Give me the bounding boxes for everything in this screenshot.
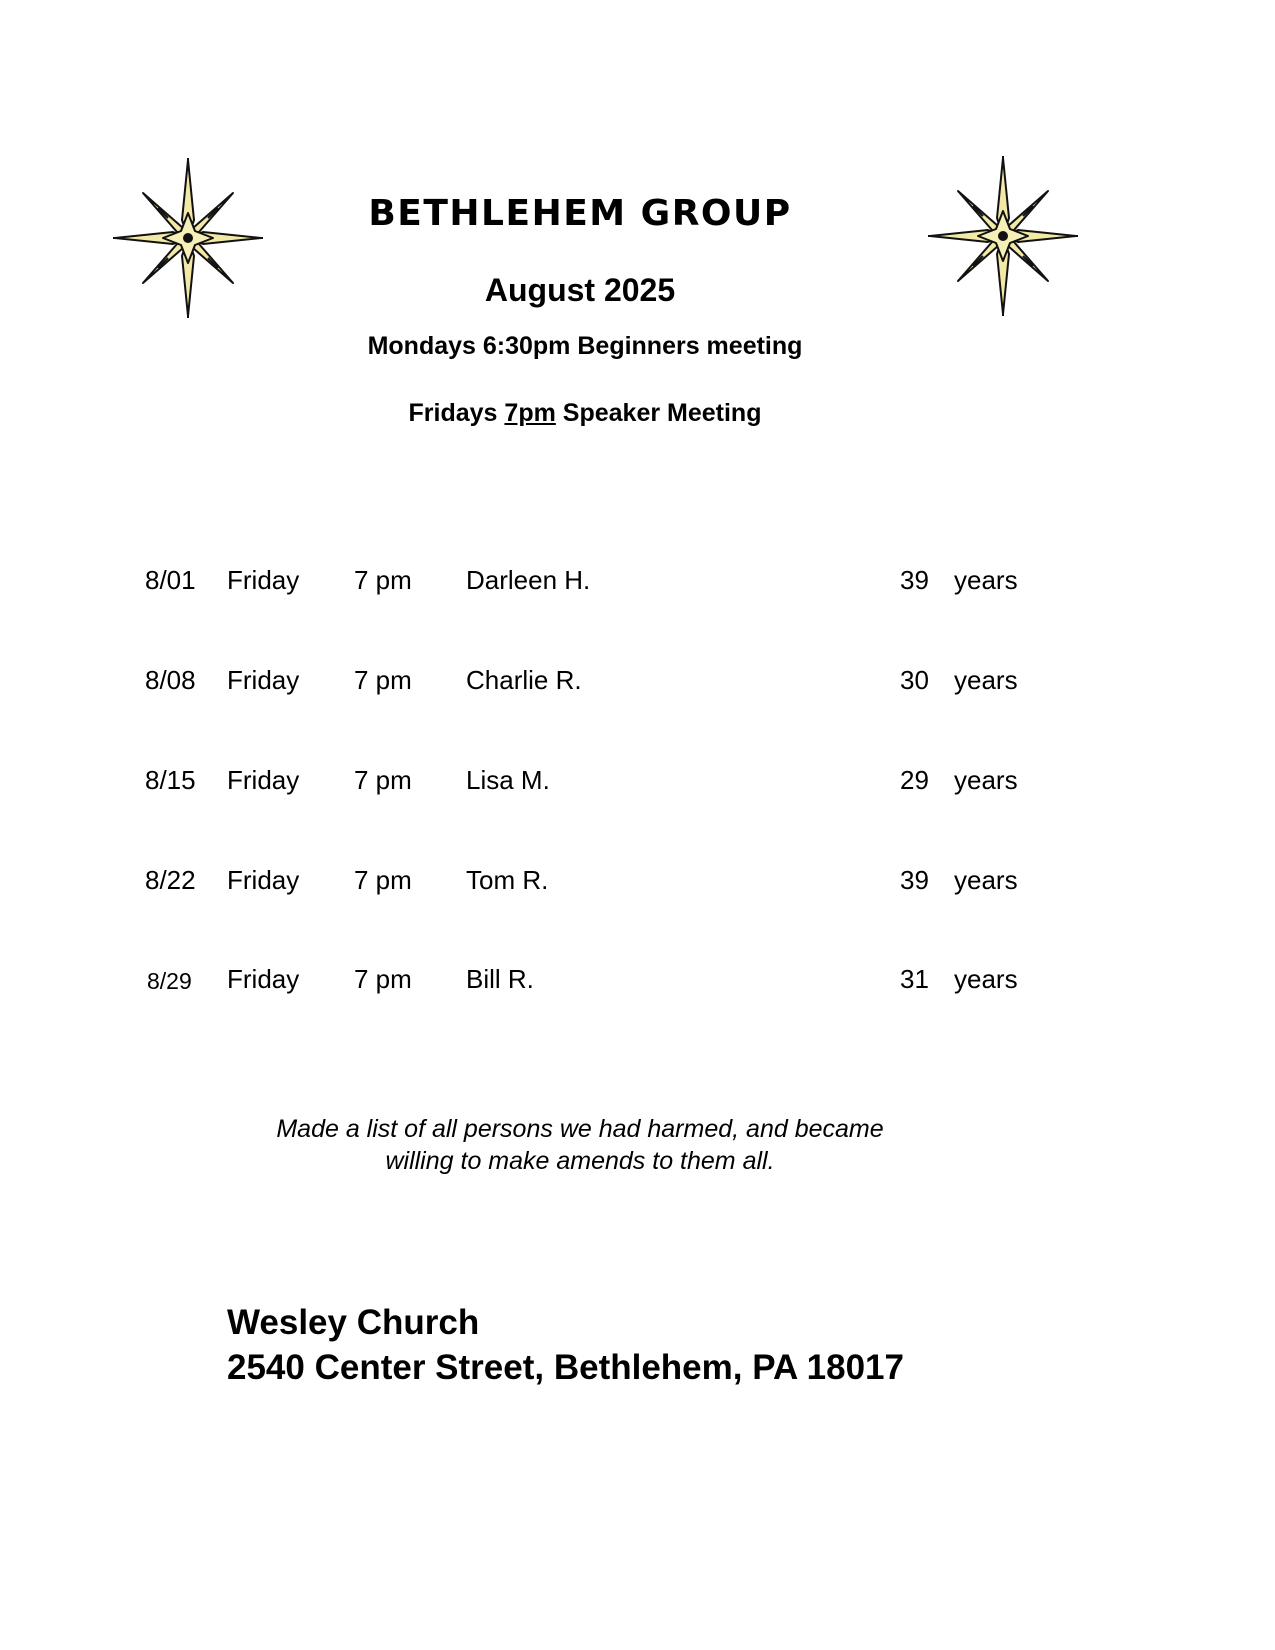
schedule-date: 8/01 <box>145 565 196 595</box>
schedule-day: Friday <box>227 565 300 595</box>
schedule-years: 39 <box>900 865 929 895</box>
schedule-row <box>0 961 1275 997</box>
fridays-time: 7pm <box>504 399 556 427</box>
fridays-meeting-line <box>0 397 1170 429</box>
schedule-years: 29 <box>900 765 929 795</box>
schedule-date: 8/29 <box>147 968 192 994</box>
schedule-years: 30 <box>900 665 929 695</box>
step-quote <box>0 1113 1160 1177</box>
schedule-row <box>0 762 1275 798</box>
schedule-day: Friday <box>227 765 300 795</box>
schedule-day: Friday <box>227 964 300 994</box>
schedule-speaker: Charlie R. <box>466 665 582 695</box>
schedule-time: 7 pm <box>354 765 412 795</box>
schedule-years-unit: years <box>954 565 1018 595</box>
schedule-years: 39 <box>900 565 929 595</box>
schedule-time: 7 pm <box>354 565 412 595</box>
schedule-row <box>0 862 1275 898</box>
schedule-time: 7 pm <box>354 964 412 994</box>
location-name: Wesley Church <box>227 1303 480 1342</box>
schedule-row <box>0 562 1275 598</box>
schedule-row <box>0 662 1275 698</box>
schedule-speaker: Tom R. <box>466 865 549 895</box>
schedule-date: 8/22 <box>145 865 196 895</box>
schedule-speaker: Lisa M. <box>466 765 550 795</box>
schedule-years: 31 <box>900 964 929 994</box>
schedule-speaker: Darleen H. <box>466 565 591 595</box>
quote-line: Made a list of all persons we had harmed, and became <box>276 1115 884 1143</box>
schedule-years-unit: years <box>954 665 1018 695</box>
schedule-years-unit: years <box>954 964 1018 994</box>
schedule-time: 7 pm <box>354 665 412 695</box>
schedule-day: Friday <box>227 665 300 695</box>
schedule-date: 8/15 <box>145 765 196 795</box>
fridays-suffix: Speaker Meeting <box>562 399 762 427</box>
schedule-years-unit: years <box>954 765 1018 795</box>
month-heading: August 2025 <box>484 272 676 308</box>
schedule-time: 7 pm <box>354 865 412 895</box>
fridays-prefix: Fridays <box>408 399 498 427</box>
mondays-meeting-line: Mondays 6:30pm Beginners meeting <box>367 332 803 360</box>
location-block <box>227 1300 904 1390</box>
schedule-years-unit: years <box>954 865 1018 895</box>
schedule-date: 8/08 <box>145 665 196 695</box>
schedule-day: Friday <box>227 865 300 895</box>
quote-line: willing to make amends to them all. <box>385 1147 775 1175</box>
schedule-speaker: Bill R. <box>466 964 534 994</box>
location-address: 2540 Center Street, Bethlehem, PA 18017 <box>227 1348 904 1387</box>
page-title: BETHLEHEM GROUP <box>368 193 792 234</box>
